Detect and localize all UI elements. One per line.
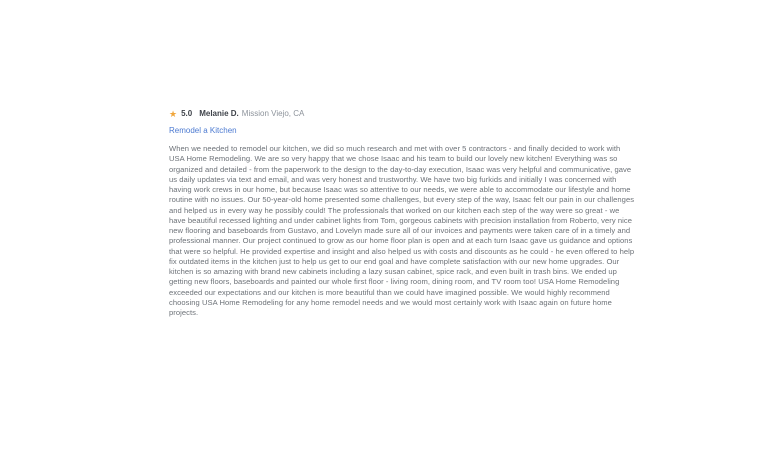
- review-card: [169, 108, 637, 318]
- review-header: [169, 108, 637, 120]
- reviewer-location: Mission Viejo, CA: [241, 109, 305, 118]
- rating-value: 5.0: [181, 109, 193, 118]
- review-body: When we needed to remodel our kitchen, we did so much research and met with over 5 contractors - and finally decided to work with USA Home Remodeling. We are so very happy that we chose Isaac and his team to build our lovely new kitchen! Everything was so organized and detailed - from the paperwork to the design to the day-to-day execution, Isaac was very helpful and communicative, gave us daily updates via text and email, and was very honest and trustworthy. We have two big furkids and initially I was concerned with having work crews in our home, but because Isaac was so attentive to our needs, we were able to accommodate our lifestyle and home routine with no issues. Our 50-year-old home presented some challenges, but every step of the way, Isaac felt our pain in our challenges and helped us in every way he possibly could! The professionals that worked on our kitchen each step of the way were so great - we have beautiful recessed lighting and under cabinet lights from Tom, gorgeous cabinets with precision installation from Roberto, very nice new flooring and baseboards from Gustavo, and Lovelyn made sure all of our invoices and payments were taken care of in a timely and professional manner. Our project continued to grow as our home floor plan is open and at each turn Isaac gave us guidance and options that were so helpful. He provided expertise and insight and also helped us with costs and discounts as he could - he even offered to help fix outdated items in the kitchen just to help us get to our end goal and have complete satisfaction with our new home upgrades. Our kitchen is so amazing with brand new cabinets including a lazy susan cabinet, spice rack, and even built in trash bins. We ended up getting new floors, baseboards and painted our whole first floor - living room, dining room, and TV room too! USA Home Remodeling exceeded our expectations and our kitchen is more beautiful than we could have imagined possible. We would highly recommend choosing USA Home Remodeling for any home remodel needs and we would most certainly work with Isaac again on future home projects.: [169, 144, 635, 317]
- reviewer-name: Melanie D.: [199, 109, 239, 118]
- project-link[interactable]: Remodel a Kitchen: [169, 126, 237, 135]
- star-icon: ★: [169, 109, 178, 119]
